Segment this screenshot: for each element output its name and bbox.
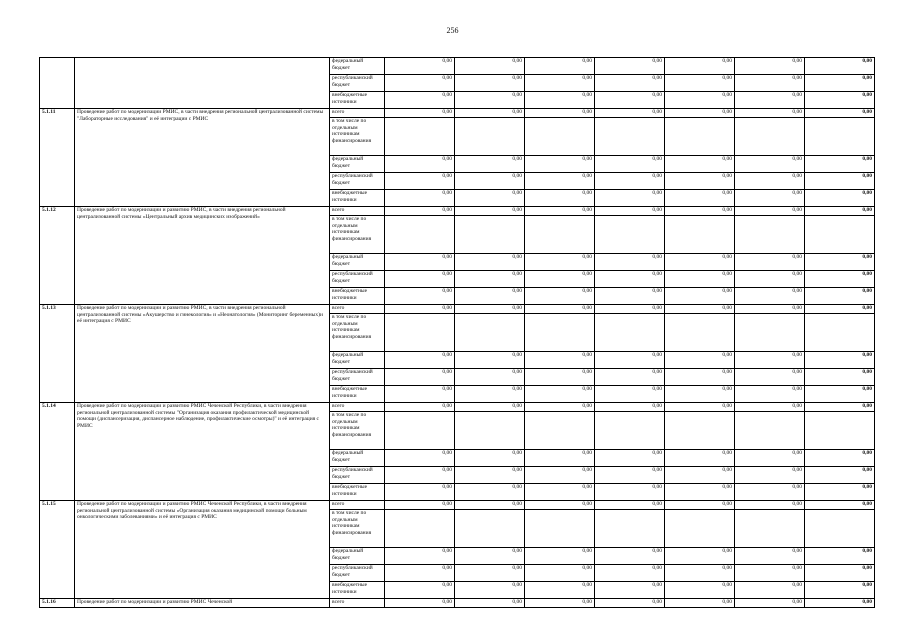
- funding-source: в том числе по отдельным источникам финансирования: [330, 412, 385, 450]
- amount-cell: [665, 118, 735, 156]
- amount-cell: 0,00: [525, 369, 595, 386]
- amount-cell: 0,00: [455, 403, 525, 412]
- amount-cell: 0,00: [525, 92, 595, 109]
- amount-cell: 0,00: [595, 582, 665, 599]
- table-row: [40, 58, 875, 75]
- amount-cell: 0,00: [385, 92, 455, 109]
- amount-cell: 0,00: [735, 501, 805, 510]
- page-number: 256: [446, 26, 459, 35]
- amount-cell: 0,00: [805, 173, 875, 190]
- funding-source: всего: [330, 403, 385, 412]
- funding-source: внебюджетные источники: [330, 190, 385, 207]
- item-name: [75, 58, 330, 109]
- amount-cell: 0,00: [735, 484, 805, 501]
- amount-cell: [595, 510, 665, 548]
- item-name: Проведение работ по модернизации и развитию РМИС Чеченской: [75, 599, 330, 608]
- amount-cell: 0,00: [595, 467, 665, 484]
- amount-cell: 0,00: [805, 501, 875, 510]
- amount-cell: 0,00: [525, 207, 595, 216]
- amount-cell: [455, 412, 525, 450]
- amount-cell: 0,00: [665, 501, 735, 510]
- amount-cell: [385, 510, 455, 548]
- amount-cell: [665, 314, 735, 352]
- amount-cell: 0,00: [455, 450, 525, 467]
- funding-source: в том числе по отдельным источникам финансирования: [330, 510, 385, 548]
- amount-cell: [385, 412, 455, 450]
- amount-cell: 0,00: [665, 386, 735, 403]
- funding-source: внебюджетные источники: [330, 92, 385, 109]
- funding-source: в том числе по отдельным источникам финансирования: [330, 314, 385, 352]
- amount-cell: 0,00: [735, 288, 805, 305]
- amount-cell: [665, 510, 735, 548]
- amount-cell: [595, 412, 665, 450]
- amount-cell: 0,00: [805, 467, 875, 484]
- item-name: Проведение работ по модернизации и развитию РМИС Чеченской Республики, в части внедрения региональной централизованной системы "Организация оказания профилактической медицинской помощи (диспансеризация, диспансерное наблюдение, профилактические осмотры)" и её интеграция с РМИС: [75, 403, 330, 501]
- funding-source: федеральный бюджет: [330, 156, 385, 173]
- amount-cell: 0,00: [735, 386, 805, 403]
- amount-cell: 0,00: [385, 599, 455, 608]
- amount-cell: [805, 510, 875, 548]
- funding-source: внебюджетные источники: [330, 288, 385, 305]
- amount-cell: 0,00: [735, 352, 805, 369]
- amount-cell: 0,00: [735, 207, 805, 216]
- amount-cell: 0,00: [665, 565, 735, 582]
- amount-cell: 0,00: [665, 305, 735, 314]
- amount-cell: 0,00: [595, 369, 665, 386]
- amount-cell: 0,00: [595, 403, 665, 412]
- amount-cell: 0,00: [455, 386, 525, 403]
- amount-cell: 0,00: [525, 501, 595, 510]
- amount-cell: 0,00: [805, 352, 875, 369]
- amount-cell: 0,00: [455, 271, 525, 288]
- amount-cell: 0,00: [385, 548, 455, 565]
- amount-cell: 0,00: [665, 403, 735, 412]
- amount-cell: 0,00: [525, 352, 595, 369]
- amount-cell: [805, 216, 875, 254]
- funding-source: республиканский бюджет: [330, 75, 385, 92]
- amount-cell: 0,00: [805, 109, 875, 118]
- amount-cell: 0,00: [455, 352, 525, 369]
- funding-source: федеральный бюджет: [330, 254, 385, 271]
- amount-cell: 0,00: [525, 582, 595, 599]
- amount-cell: 0,00: [735, 548, 805, 565]
- amount-cell: [385, 216, 455, 254]
- amount-cell: 0,00: [385, 254, 455, 271]
- amount-cell: 0,00: [595, 207, 665, 216]
- amount-cell: 0,00: [525, 156, 595, 173]
- amount-cell: 0,00: [595, 156, 665, 173]
- amount-cell: 0,00: [805, 582, 875, 599]
- amount-cell: 0,00: [455, 190, 525, 207]
- amount-cell: [735, 216, 805, 254]
- amount-cell: 0,00: [735, 450, 805, 467]
- amount-cell: 0,00: [385, 467, 455, 484]
- amount-cell: [455, 216, 525, 254]
- amount-cell: 0,00: [665, 271, 735, 288]
- item-code: 5.1.16: [40, 599, 75, 608]
- amount-cell: 0,00: [385, 109, 455, 118]
- amount-cell: 0,00: [805, 484, 875, 501]
- amount-cell: 0,00: [525, 305, 595, 314]
- amount-cell: 0,00: [525, 254, 595, 271]
- amount-cell: 0,00: [805, 75, 875, 92]
- amount-cell: 0,00: [525, 271, 595, 288]
- amount-cell: [735, 510, 805, 548]
- amount-cell: 0,00: [595, 548, 665, 565]
- funding-source: республиканский бюджет: [330, 271, 385, 288]
- amount-cell: [455, 510, 525, 548]
- amount-cell: 0,00: [455, 467, 525, 484]
- amount-cell: [735, 314, 805, 352]
- amount-cell: 0,00: [595, 109, 665, 118]
- funding-source: всего: [330, 501, 385, 510]
- amount-cell: 0,00: [525, 173, 595, 190]
- amount-cell: 0,00: [455, 156, 525, 173]
- amount-cell: 0,00: [805, 92, 875, 109]
- funding-source: республиканский бюджет: [330, 369, 385, 386]
- amount-cell: 0,00: [735, 173, 805, 190]
- amount-cell: [385, 314, 455, 352]
- table-row: [40, 305, 875, 314]
- amount-cell: 0,00: [805, 548, 875, 565]
- amount-cell: 0,00: [385, 75, 455, 92]
- amount-cell: 0,00: [805, 450, 875, 467]
- amount-cell: 0,00: [735, 75, 805, 92]
- funding-source: республиканский бюджет: [330, 173, 385, 190]
- amount-cell: [525, 510, 595, 548]
- amount-cell: 0,00: [805, 58, 875, 75]
- amount-cell: 0,00: [595, 288, 665, 305]
- amount-cell: [455, 314, 525, 352]
- amount-cell: 0,00: [805, 207, 875, 216]
- funding-source: в том числе по отдельным источникам финансирования: [330, 118, 385, 156]
- amount-cell: 0,00: [595, 450, 665, 467]
- amount-cell: 0,00: [455, 58, 525, 75]
- amount-cell: 0,00: [805, 599, 875, 608]
- funding-source: внебюджетные источники: [330, 386, 385, 403]
- item-code: 5.1.15: [40, 501, 75, 599]
- amount-cell: 0,00: [665, 92, 735, 109]
- amount-cell: 0,00: [805, 386, 875, 403]
- amount-cell: 0,00: [665, 467, 735, 484]
- amount-cell: 0,00: [455, 582, 525, 599]
- funding-source: федеральный бюджет: [330, 548, 385, 565]
- amount-cell: 0,00: [735, 599, 805, 608]
- amount-cell: 0,00: [385, 352, 455, 369]
- amount-cell: 0,00: [525, 450, 595, 467]
- table-row: [40, 599, 875, 608]
- amount-cell: 0,00: [665, 75, 735, 92]
- amount-cell: 0,00: [805, 565, 875, 582]
- amount-cell: 0,00: [735, 582, 805, 599]
- amount-cell: 0,00: [665, 484, 735, 501]
- item-code: 5.1.13: [40, 305, 75, 403]
- amount-cell: 0,00: [665, 288, 735, 305]
- amount-cell: 0,00: [385, 386, 455, 403]
- table-row: [40, 109, 875, 118]
- item-code: [40, 58, 75, 109]
- amount-cell: 0,00: [665, 369, 735, 386]
- amount-cell: 0,00: [805, 369, 875, 386]
- funding-source: всего: [330, 599, 385, 608]
- amount-cell: [735, 118, 805, 156]
- amount-cell: 0,00: [665, 352, 735, 369]
- funding-source: федеральный бюджет: [330, 450, 385, 467]
- amount-cell: 0,00: [665, 109, 735, 118]
- amount-cell: 0,00: [595, 173, 665, 190]
- amount-cell: 0,00: [665, 207, 735, 216]
- amount-cell: [595, 314, 665, 352]
- budget-table: [39, 57, 875, 608]
- amount-cell: 0,00: [805, 254, 875, 271]
- amount-cell: 0,00: [805, 288, 875, 305]
- amount-cell: 0,00: [525, 190, 595, 207]
- amount-cell: 0,00: [805, 305, 875, 314]
- amount-cell: 0,00: [665, 599, 735, 608]
- amount-cell: 0,00: [665, 173, 735, 190]
- amount-cell: 0,00: [595, 190, 665, 207]
- amount-cell: 0,00: [455, 254, 525, 271]
- amount-cell: 0,00: [385, 271, 455, 288]
- amount-cell: 0,00: [665, 450, 735, 467]
- item-code: 5.1.11: [40, 109, 75, 207]
- amount-cell: 0,00: [665, 156, 735, 173]
- amount-cell: [525, 216, 595, 254]
- amount-cell: 0,00: [735, 403, 805, 412]
- amount-cell: [735, 412, 805, 450]
- amount-cell: 0,00: [805, 403, 875, 412]
- amount-cell: [805, 314, 875, 352]
- funding-source: республиканский бюджет: [330, 565, 385, 582]
- item-name: Проведение работ по модернизации и развитию РМИС, в части внедрения региональной централизованной системы «Акушерство и гинекология» и «Неонатология» (Мониторинг беременных)и её интеграция с РМИС: [75, 305, 330, 403]
- amount-cell: [595, 216, 665, 254]
- amount-cell: 0,00: [665, 548, 735, 565]
- amount-cell: 0,00: [455, 599, 525, 608]
- amount-cell: [525, 118, 595, 156]
- amount-cell: 0,00: [385, 403, 455, 412]
- amount-cell: 0,00: [595, 599, 665, 608]
- amount-cell: 0,00: [385, 484, 455, 501]
- funding-source: всего: [330, 207, 385, 216]
- amount-cell: 0,00: [385, 190, 455, 207]
- amount-cell: 0,00: [385, 173, 455, 190]
- amount-cell: 0,00: [805, 190, 875, 207]
- funding-source: всего: [330, 305, 385, 314]
- amount-cell: 0,00: [665, 58, 735, 75]
- amount-cell: 0,00: [385, 156, 455, 173]
- funding-source: внебюджетные источники: [330, 484, 385, 501]
- amount-cell: 0,00: [525, 109, 595, 118]
- amount-cell: 0,00: [385, 305, 455, 314]
- amount-cell: 0,00: [525, 288, 595, 305]
- amount-cell: 0,00: [525, 548, 595, 565]
- amount-cell: 0,00: [385, 450, 455, 467]
- amount-cell: 0,00: [455, 501, 525, 510]
- amount-cell: 0,00: [455, 484, 525, 501]
- amount-cell: 0,00: [595, 386, 665, 403]
- amount-cell: 0,00: [665, 190, 735, 207]
- amount-cell: 0,00: [595, 58, 665, 75]
- amount-cell: 0,00: [385, 58, 455, 75]
- amount-cell: 0,00: [595, 565, 665, 582]
- amount-cell: 0,00: [735, 92, 805, 109]
- amount-cell: 0,00: [735, 369, 805, 386]
- amount-cell: 0,00: [385, 565, 455, 582]
- amount-cell: 0,00: [385, 501, 455, 510]
- amount-cell: 0,00: [595, 271, 665, 288]
- amount-cell: 0,00: [385, 207, 455, 216]
- amount-cell: 0,00: [665, 582, 735, 599]
- funding-source: федеральный бюджет: [330, 58, 385, 75]
- amount-cell: 0,00: [455, 288, 525, 305]
- item-code: 5.1.14: [40, 403, 75, 501]
- funding-source: всего: [330, 109, 385, 118]
- funding-source: в том числе по отдельным источникам финансирования: [330, 216, 385, 254]
- amount-cell: [525, 412, 595, 450]
- amount-cell: 0,00: [735, 109, 805, 118]
- amount-cell: 0,00: [735, 467, 805, 484]
- amount-cell: 0,00: [595, 484, 665, 501]
- amount-cell: [665, 412, 735, 450]
- amount-cell: 0,00: [455, 548, 525, 565]
- amount-cell: 0,00: [595, 501, 665, 510]
- amount-cell: 0,00: [525, 386, 595, 403]
- amount-cell: 0,00: [455, 305, 525, 314]
- table-row: [40, 207, 875, 216]
- item-name: Проведение работ по модернизации и развитию РМИС, в части внедрения региональной централизованной системы «Центральный архив медицинских изображений»: [75, 207, 330, 305]
- amount-cell: 0,00: [735, 190, 805, 207]
- amount-cell: [805, 118, 875, 156]
- table-row: [40, 403, 875, 412]
- amount-cell: 0,00: [525, 403, 595, 412]
- amount-cell: 0,00: [665, 254, 735, 271]
- table-row: [40, 501, 875, 510]
- amount-cell: 0,00: [735, 254, 805, 271]
- amount-cell: 0,00: [455, 75, 525, 92]
- amount-cell: 0,00: [455, 369, 525, 386]
- amount-cell: 0,00: [455, 173, 525, 190]
- amount-cell: 0,00: [595, 352, 665, 369]
- amount-cell: 0,00: [525, 75, 595, 92]
- amount-cell: 0,00: [455, 207, 525, 216]
- item-name: Проведение работ по модернизации и развитию РМИС Чеченской Республики, в части внедрения региональной централизованной системы «Организация оказания медицинской помощи больным онкологическими заболеваниями» и её интеграция с РМИС: [75, 501, 330, 599]
- amount-cell: 0,00: [595, 92, 665, 109]
- amount-cell: [665, 216, 735, 254]
- amount-cell: [385, 118, 455, 156]
- amount-cell: 0,00: [525, 467, 595, 484]
- funding-source: внебюджетные источники: [330, 582, 385, 599]
- amount-cell: 0,00: [525, 484, 595, 501]
- amount-cell: 0,00: [525, 599, 595, 608]
- amount-cell: 0,00: [735, 156, 805, 173]
- amount-cell: 0,00: [595, 305, 665, 314]
- amount-cell: [805, 412, 875, 450]
- amount-cell: 0,00: [735, 305, 805, 314]
- amount-cell: 0,00: [455, 109, 525, 118]
- amount-cell: 0,00: [385, 369, 455, 386]
- funding-source: федеральный бюджет: [330, 352, 385, 369]
- amount-cell: 0,00: [455, 92, 525, 109]
- amount-cell: 0,00: [525, 58, 595, 75]
- amount-cell: 0,00: [805, 271, 875, 288]
- item-code: 5.1.12: [40, 207, 75, 305]
- amount-cell: 0,00: [735, 58, 805, 75]
- amount-cell: [455, 118, 525, 156]
- amount-cell: 0,00: [805, 156, 875, 173]
- amount-cell: 0,00: [595, 75, 665, 92]
- amount-cell: 0,00: [735, 565, 805, 582]
- amount-cell: 0,00: [595, 254, 665, 271]
- item-name: Проведение работ по модернизации РМИС, в части внедрения региональной централизованной системы "Лабораторные исследования" и её интеграции с РМИС: [75, 109, 330, 207]
- amount-cell: [525, 314, 595, 352]
- amount-cell: 0,00: [455, 565, 525, 582]
- amount-cell: 0,00: [385, 582, 455, 599]
- amount-cell: 0,00: [735, 271, 805, 288]
- amount-cell: 0,00: [525, 565, 595, 582]
- amount-cell: [595, 118, 665, 156]
- amount-cell: 0,00: [385, 288, 455, 305]
- funding-source: республиканский бюджет: [330, 467, 385, 484]
